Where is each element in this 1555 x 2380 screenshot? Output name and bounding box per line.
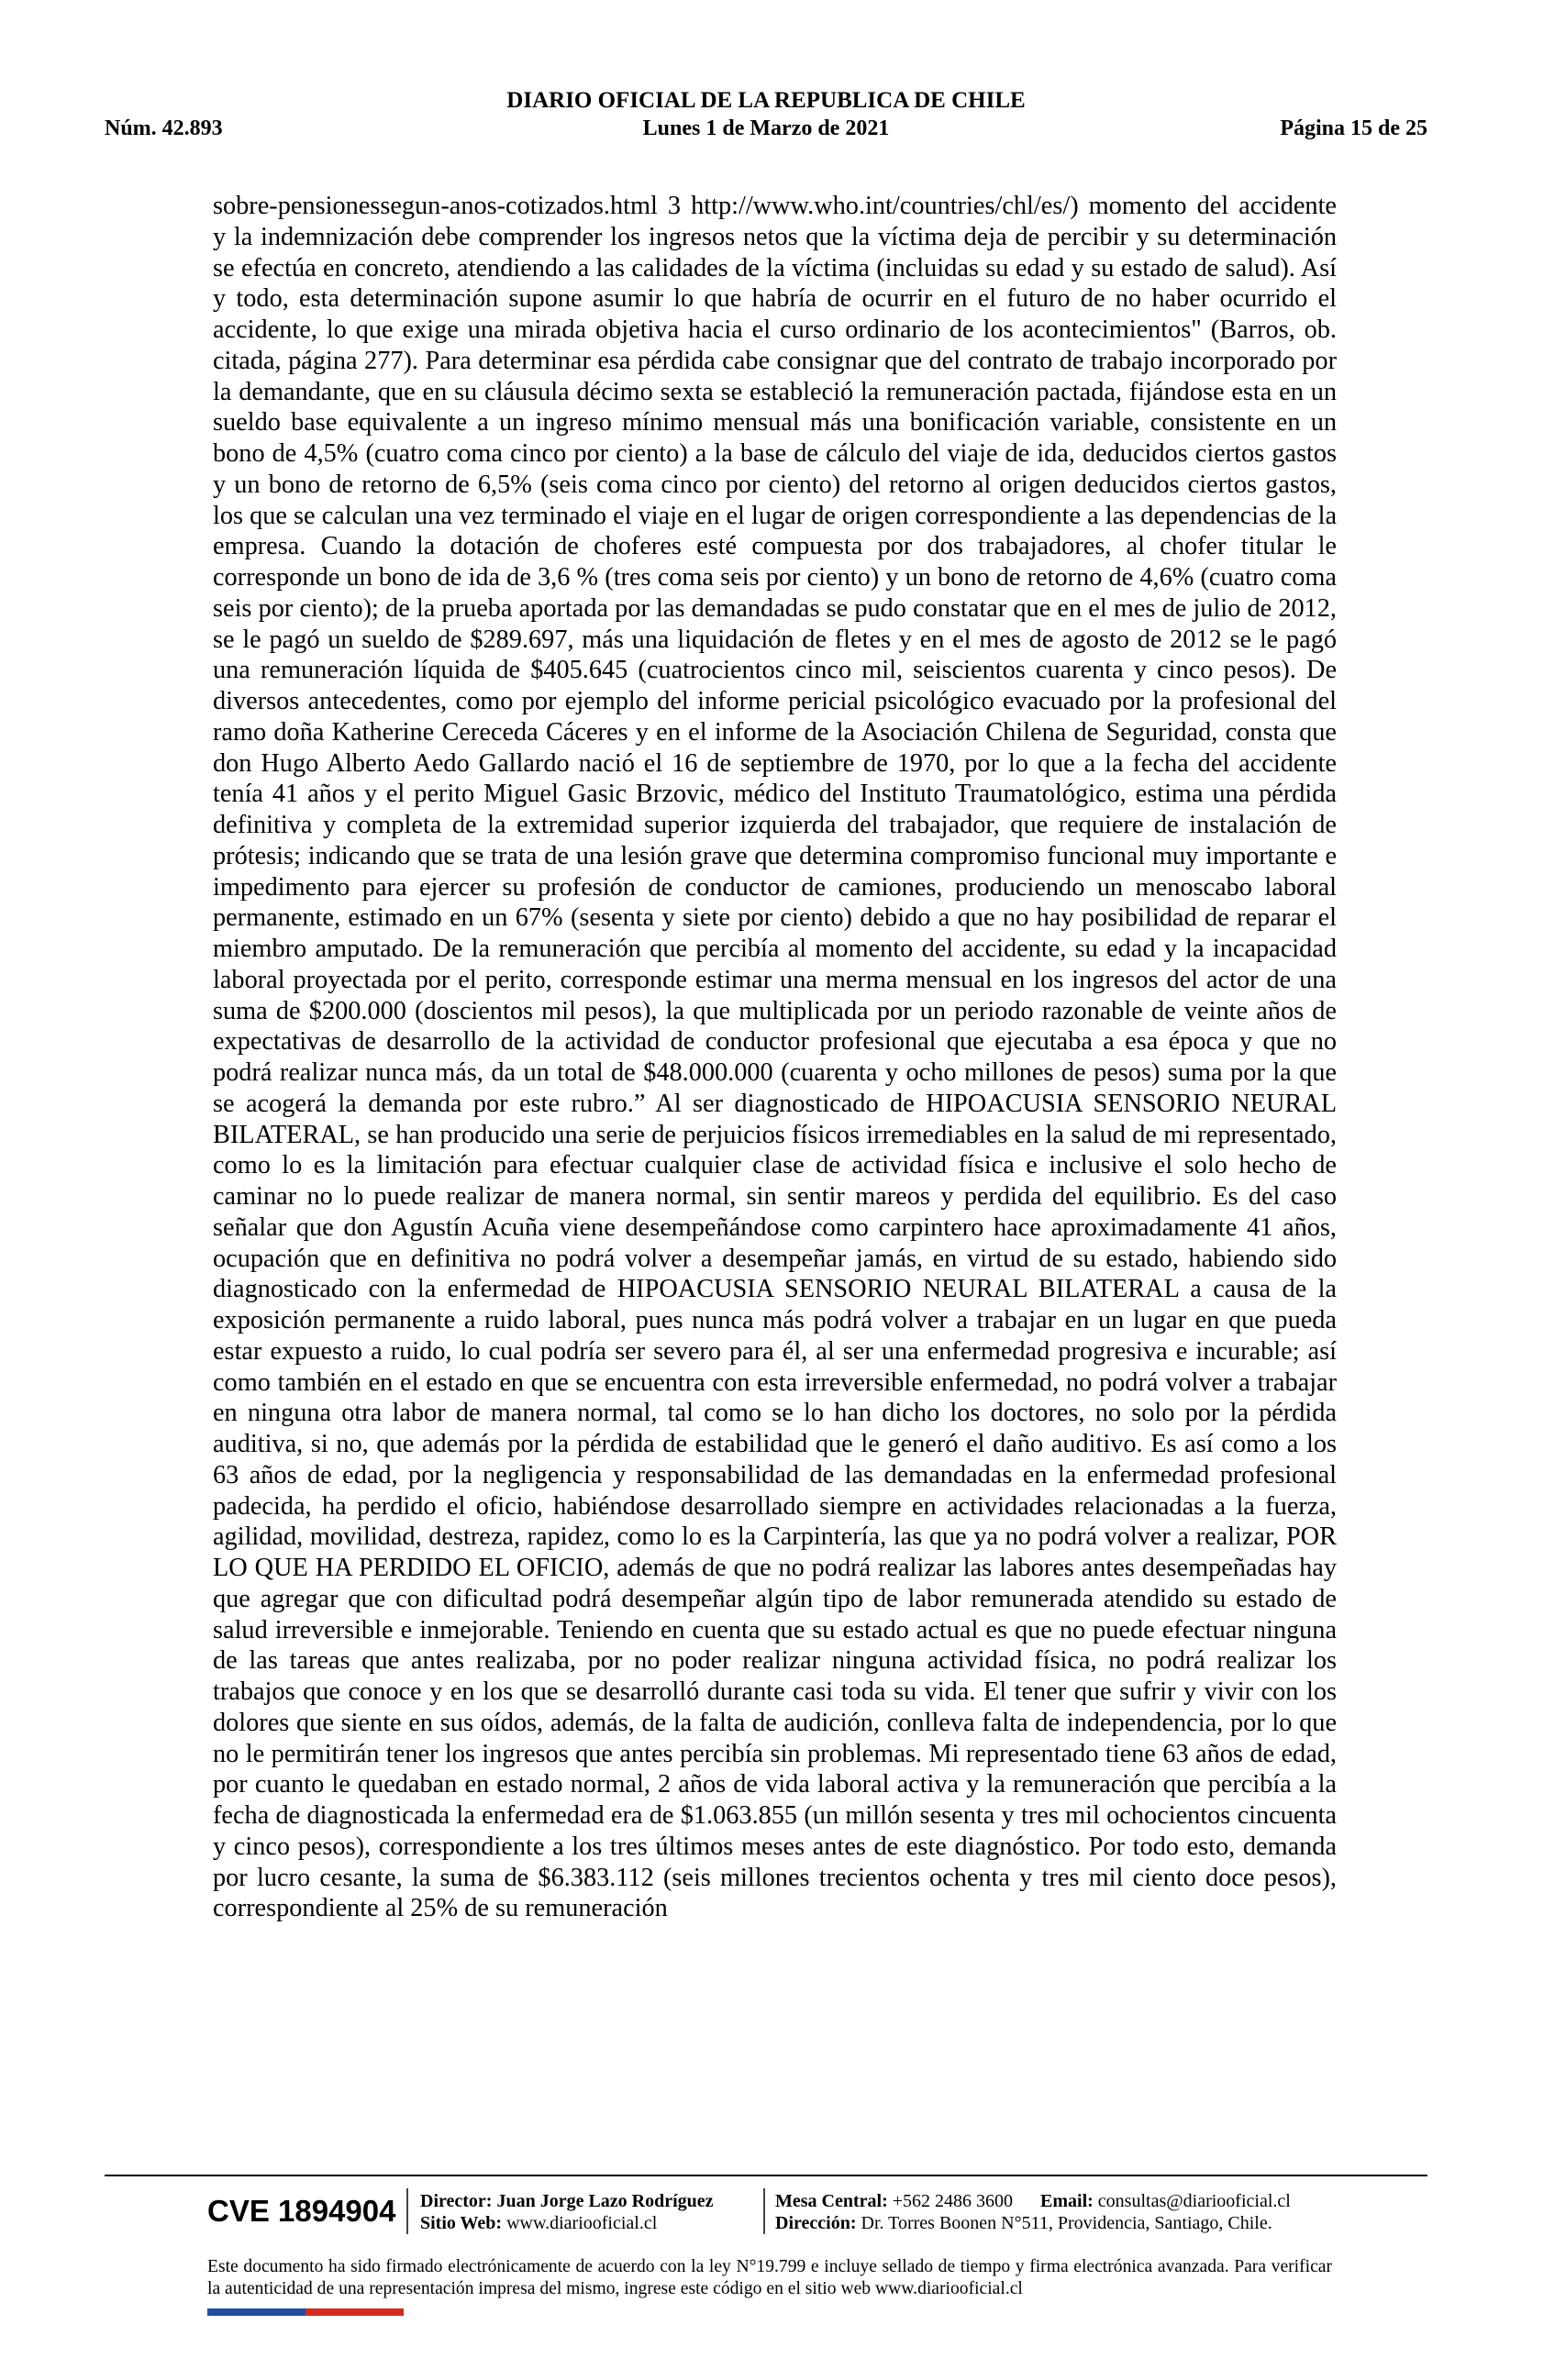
footer-separator [406,2188,408,2234]
page-number: Página 15 de 25 [1280,116,1427,140]
legal-notice: Este documento ha sido firmado electrónicamente de acuerdo con la ley N°19.799 e incluye sellado de tiempo y firma electrónica avanzada. Para verificar la autenticidad de una representación impresa del mismo, ingrese este código en el sitio web www.diariooficial.cl [207,2257,1332,2298]
address-text: Dr. Torres Boonen N°511, Providencia, Santiago, Chile. [861,2213,1272,2233]
page-header [105,87,1427,151]
address-label: Dirección: [775,2213,857,2233]
footer-director-block [420,2190,714,2234]
flag-stripe [207,2308,404,2316]
footer-separator [763,2188,765,2234]
site-link[interactable]: www.diariooficial.cl [506,2213,658,2233]
footer-divider [105,2175,1427,2176]
body-paragraph: sobre-pensionessegun-anos-cotizados.html 3 http://www.who.int/countries/chl/es/) momento del accidente y la indemnización debe comprender los ingresos netos que la víctima deja de percibir y su determinación se efectúa en concreto, atendiendo a las calidades de la víctima (incluidas su edad y su estado de salud). Así y todo, esta determinación supone asumir lo que habría de ocurrir en el futuro de no haber ocurrido el accidente, lo que exige una mirada objetiva hacia el curso ordinario de los acontecimientos" (Barros, ob. citada, página 277). Para determinar esa pérdida cabe consignar que del contrato de trabajo incorporado por la demandante, que en su cláusula décimo sexta se estableció la remuneración pactada, fijándose esta en un sueldo base equivalente a un ingreso mínimo mensual más una bonificación variable, consistente en un bono de 4,5% (cuatro coma cinco por ciento) a la base de cálculo del viaje de ida, deducidos ciertos gastos y un bono de retorno de 6,5% (seis coma cinco por ciento) del retorno al origen deducidos ciertos gastos, los que se calculan una vez terminado el viaje en el lugar de origen correspondiente a las dependencias de la empresa. Cuando la dotación de choferes esté compuesta por dos trabajadores, al chofer titular le corresponde un bono de ida de 3,6 % (tres coma seis por ciento) y un bono de retorno de 4,6% (cuatro coma seis por ciento); de la prueba aportada por las demandadas se pudo constatar que en el mes de julio de 2012, se le pagó un sueldo de $289.697, más una liquidación de fletes y en el mes de agosto de 2012 se le pagó una remuneración líquida de $405.645 (cuatrocientos cinco mil, seiscientos cuarenta y cinco pesos). De diversos antecedentes, como por ejemplo del informe pericial psicológico evacuado por la profesional del ramo doña Katherine Cereceda Cáceres y en el informe de la Asociación Chilena de Seguridad, consta que don Hugo Alberto Aedo Gallardo nació el 16 de septiembre de 1970, por lo que a la fecha del accidente tenía 41 años y el perito Miguel Gasic Brzovic, médico del Instituto Traumatológico, estima una pérdida definitiva y completa de la extremidad superior izquierda del trabajador, que requiere de instalación de prótesis; indicando que se trata de una lesión grave que determina compromiso funcional muy importante e impedimento para ejercer su profesión de conductor de camiones, produciendo un menoscabo laboral permanente, estimado en un 67% (sesenta y siete por ciento) debido a que no hay posibilidad de reparar el miembro amputado. De la remuneración que percibía al momento del accidente, su edad y la incapacidad laboral proyectada por el perito, corresponde estimar una merma mensual en los ingresos del actor de una suma de $200.000 (doscientos mil pesos), la que multiplicada por un periodo razonable de veinte años de expectativas de desarrollo de la actividad de conductor profesional que ejecutaba a esa época y que no podrá realizar nunca más, da un total de $48.000.000 (cuarenta y ocho millones de pesos) suma por la que se acogerá la demanda por este rubro.” Al ser diagnosticado de HIPOACUSIA SENSORIO NEURAL BILATERAL, se han producido una serie de perjuicios físicos irremediables en la salud de mi representado, como lo es la limitación para efectuar cualquier clase de actividad física e inclusive el solo hecho de caminar no lo puede realizar de manera normal, sin sentir mareos y perdida del equilibrio. Es del caso señalar que don Agustín Acuña viene desempeñándose como carpintero hace aproximadamente 41 años, ocupación que en definitiva no podrá volver a desempeñar jamás, en virtud de su estado, habiendo sido diagnosticado con la enfermedad de HIPOACUSIA SENSORIO NEURAL BILATERAL a causa de la exposición permanente a ruido laboral, pues nunca más podrá volver a trabajar en un lugar en que pueda estar expuesto a ruido, lo cual podría ser severo para él, al ser una enfermedad progresiva e incurable; así como también en el estado en que se encuentra con esta irreversible enfermedad, no podrá volver a trabajar en ninguna otra labor de manera normal, tal como se lo han dicho los doctores, no solo por la pérdida auditiva, si no, que además por la pérdida de estabilidad que le generó el daño auditivo. Es así como a los 63 años de edad, por la negligencia y responsabilidad de las demandadas en la enfermedad profesional padecida, ha perdido el oficio, habiéndose desarrollado siempre en actividades relacionadas a la fuerza, agilidad, movilidad, destreza, rapidez, como lo es la Carpintería, las que ya no podrá volver a realizar, POR LO QUE HA PERDIDO EL OFICIO, además de que no podrá realizar las labores antes desempeñadas hay que agregar que con dificultad podrá desempeñar algún tipo de labor remunerada atendido su estado de salud irreversible e inmejorable. Teniendo en cuenta que su estado actual es que no puede efectuar ninguna de las tareas que antes realizaba, por no poder realizar ninguna actividad física, no podrá realizar los trabajos que conoce y en los que se desarrolló durante casi toda su vida. El tener que sufrir y vivir con los dolores que siente en sus oídos, además, de la falta de audición, conlleva falta de independencia, por lo que no le permitirán tener los ingresos que antes percibía sin problemas. Mi representado tiene 63 años de edad, por cuanto le quedaban en estado normal, 2 años de vida laboral activa y la remuneración que percibía a la fecha de diagnosticada la enfermedad era de $1.063.855 (un millón sesenta y tres mil ochocientos cincuenta y cinco pesos), correspondiente a los tres últimos meses antes de este diagnóstico. Por todo esto, demanda por lucro cesante, la suma de $6.383.112 (seis millones trecientos ochenta y tres mil ciento doce pesos), correspondiente al 25% de su remuneración [213,192,1337,1923]
email-link[interactable]: consultas@diariooficial.cl [1097,2191,1291,2211]
main-text [213,191,1337,1924]
director-name: Juan Jorge Lazo Rodríguez [496,2191,714,2211]
cve-code: CVE 1894904 [207,2194,396,2228]
flag-blue-segment [207,2308,305,2316]
footer-contact-block [775,2190,1291,2234]
email-label: Email: [1040,2191,1094,2211]
director-label: Director: [420,2191,493,2211]
flag-red-segment [305,2308,404,2316]
issue-date: Lunes 1 de Marzo de 2021 [642,116,890,140]
newspaper-title: DIARIO OFICIAL DE LA REPUBLICA DE CHILE [506,88,1026,113]
mesa-label: Mesa Central: [775,2191,888,2211]
site-label: Sitio Web: [420,2213,503,2233]
mesa-phone: +562 2486 3600 [892,2191,1014,2211]
issue-number: Núm. 42.893 [105,116,223,140]
